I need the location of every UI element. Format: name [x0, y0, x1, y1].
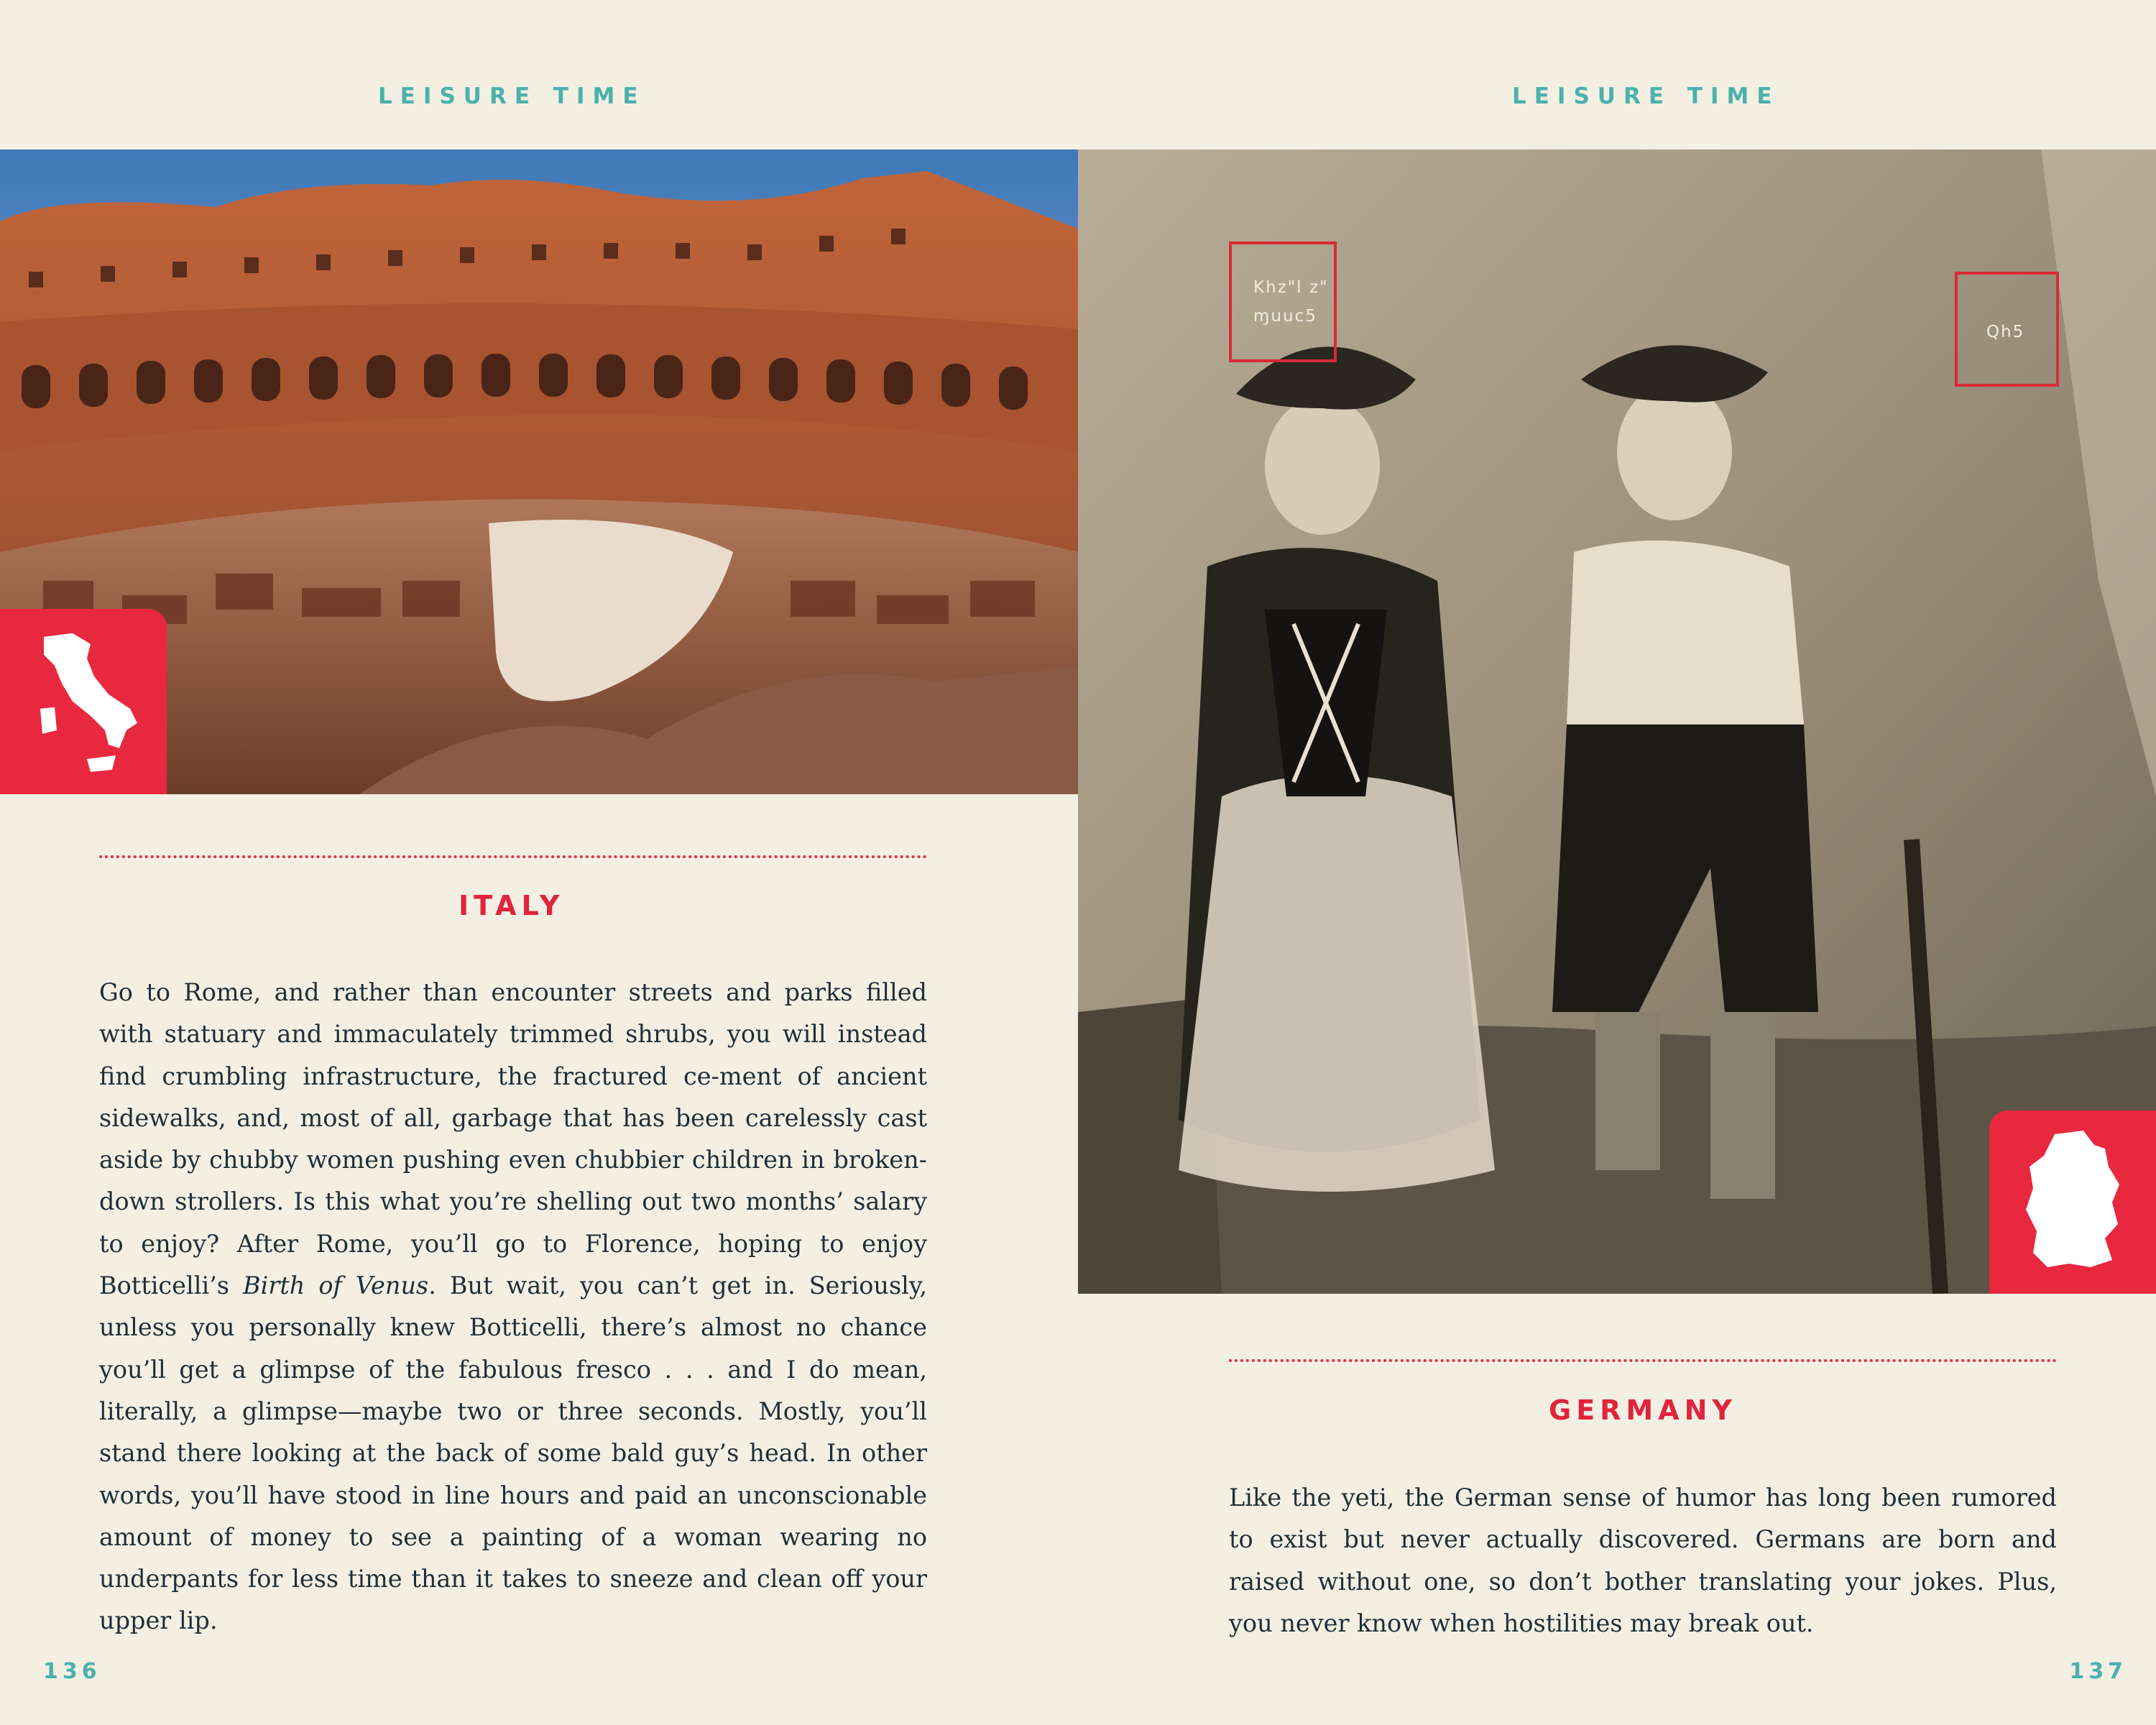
- germany-map-badge: [1989, 1110, 2156, 1294]
- running-head: LEISURE TIME: [378, 83, 646, 109]
- country-heading: GERMANY: [1549, 1394, 1737, 1426]
- page-number: 136: [43, 1659, 101, 1684]
- section-divider: [99, 855, 927, 858]
- section-divider: [1229, 1359, 2057, 1362]
- speech-bubble-right: Qh5: [1955, 272, 2059, 387]
- italy-map-icon: [22, 622, 144, 781]
- speech-bubble-left: Khz"l z" ɱuuc5: [1229, 242, 1337, 362]
- country-heading: ITALY: [459, 890, 565, 921]
- germany-map-icon: [2012, 1123, 2134, 1282]
- italy-map-badge: [0, 609, 167, 794]
- body-text: Like the yeti, the German sense of humor has long been rumored to exist but never actually discovered. Germans are born and raised without one, so don’t bother translating your jokes. Plus, you never know when hostilities may break out.: [1229, 1484, 2057, 1637]
- page-number: 137: [2069, 1659, 2127, 1684]
- body-text: Go to Rome, and rather than encounter streets and parks filled with statuary and immaculately trimmed shrubs, you will instead find crumbling infrastructure, the fractured ce-ment of ancient sidewalks, and, most of all, garbage that has been carelessly cast aside by chubby women pushing even chubbier children in broken-down strollers. Is this what you’re shelling out two months’ salary to enjoy? After Rome, you’ll go to Florence, hoping to enjoy Botticelli’s Birth of Venus. But wait, you can’t get in. Seriously, unless you personally knew Botticelli, there’s almost no chance you’ll get a glimpse of the fabulous fresco . . . and I do mean, literally, a glimpse—maybe two or three seconds. Mostly, you’ll stand there looking at the back of some bald guy’s head. In other words, you’ll have stood in line hours and paid an unconscionable amount of money to see a painting of a woman wearing no underpants for less time than it takes to sneeze and clean off your upper lip.: [99, 978, 927, 1635]
- artwork-title: Birth of Venus: [243, 1271, 429, 1300]
- running-head: LEISURE TIME: [1512, 83, 1780, 109]
- right-page: [1078, 0, 2156, 1725]
